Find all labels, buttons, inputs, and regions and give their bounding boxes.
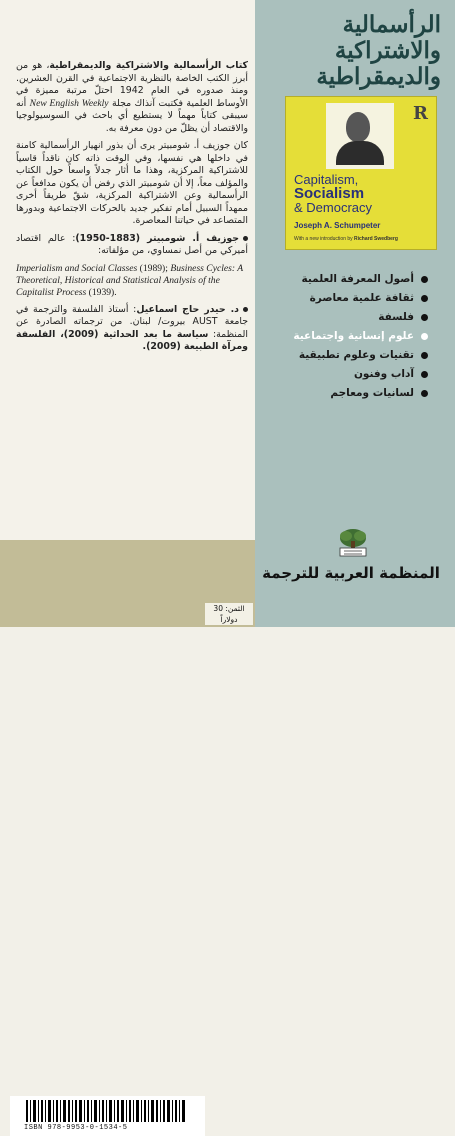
work-year: (1939). — [86, 286, 117, 298]
price-label: الثمن: 30 دولاراً — [205, 603, 253, 625]
cover-introduction — [294, 236, 398, 242]
author-bio-text: : عالم اقتصاد أميركي من أصل نمساوي، من مؤلفاته: — [16, 232, 248, 256]
category-label: تقنيات وعلوم تطبيقية — [298, 349, 414, 361]
description-paragraph-1 — [16, 60, 248, 135]
bullet-icon — [243, 236, 248, 241]
description-paragraph-2: كان جوزيف أ. شومبيتر يرى أن بذور انهيار الرأسمالية كامنة في داخلها هي نفسها، وفي الوقت ذاته كان ناقداً قاسياً للاشتراكية المركزية، وهذا ما أثار جدلاً واسعاً حول الكتاب والمؤلف معاً، إلا أن شومبيتر الذي رفض أن يكون مدافعاً عن الرأسمالية وعن الاشتراكية المركزية، شقّ طريقاً أخرى ممهداً السبيل أمام تفكير جديد بالحركات الاجتماعية وبدورها المتصاعد في حياتنا المعاصرة. — [16, 140, 248, 226]
book-title — [251, 12, 441, 90]
category-label: علوم إنسانية واجتماعية — [293, 330, 414, 342]
bullet-icon — [421, 371, 428, 378]
translator-bio-text: : أستاذ الفلسفة والترجمة في جامعة AUST بيروت/ لبنان. من ترجماته الصادرة عن المنظمة: — [16, 303, 249, 340]
work-title: Imperialism and Social Classes — [16, 262, 138, 274]
title-line-3: والديمقراطية — [316, 63, 441, 90]
bullet-icon — [421, 333, 428, 340]
bullet-icon — [421, 352, 428, 359]
cover-author: Joseph A. Schumpeter — [294, 221, 381, 230]
author-bio — [16, 233, 248, 258]
category-item-active — [262, 327, 428, 346]
work-title: Business Cycles: A Theoretical, Historical and Statistical Analysis of the Capitalist Process — [16, 262, 243, 298]
publisher-emblem-icon — [334, 527, 372, 557]
category-item — [262, 346, 428, 365]
author-portrait — [326, 103, 394, 169]
bullet-icon — [421, 390, 428, 397]
bullet-icon — [421, 314, 428, 321]
isbn-number: ISBN 978-9953-0-1534-5 — [24, 1124, 128, 1132]
intro-name: Richard Swedberg — [354, 236, 398, 242]
work-year: (1989); — [137, 262, 168, 274]
title-line-1: الرأسمالية — [342, 11, 441, 38]
category-list — [262, 270, 428, 403]
bullet-icon — [421, 295, 428, 302]
translator-bio — [16, 304, 248, 354]
category-item — [262, 384, 428, 403]
category-item — [262, 289, 428, 308]
barcode-label — [10, 1096, 205, 1136]
translator-name: د. حيدر حاج اسماعيل — [136, 303, 239, 315]
description-text: ، هو من أبرز الكتب الخاصة بالنظرية الاجتماعية في القرن العشرين. ومنذ صدوره في العام 1942 احتلّ مرتبة مميزة في الأوساط العلمية فكتبت آنذاك مجلة — [16, 60, 248, 109]
category-item — [262, 365, 428, 384]
barcode-icon — [26, 1100, 186, 1122]
title-line-2: والاشتراكية — [334, 37, 441, 64]
cover-title-line-1: Capitalism, — [294, 172, 359, 187]
bullet-icon — [243, 307, 248, 312]
category-label: ثقافة علمية معاصرة — [309, 292, 414, 304]
bullet-icon — [421, 276, 428, 283]
category-item — [262, 308, 428, 327]
intro-prefix: With a new introduction by — [294, 236, 353, 242]
cover-thumbnail — [285, 96, 437, 250]
author-name: جوزيف أ. شومبيتر (1883-1950) — [75, 232, 239, 244]
publisher-name: المنظمة العربية للترجمة — [262, 564, 440, 582]
cover-title-line-2: Socialism — [294, 185, 365, 202]
category-label: أصول المعرفة العلمية — [301, 273, 414, 285]
intro-book-title: كتاب الرأسمالية والاشتراكية والديمقراطية — [49, 60, 248, 71]
category-item — [262, 270, 428, 289]
author-works — [16, 263, 248, 299]
category-label: لسانيات ومعاجم — [330, 387, 414, 399]
book-description — [16, 60, 248, 359]
cover-title-line-3: & Democracy — [294, 200, 373, 215]
category-label: آداب وفنون — [353, 368, 414, 380]
cover-title — [294, 173, 372, 215]
translator-books: سياسة ما بعد الحداثية (2009)، الفلسفة ومرآة الطبيعة (2009). — [16, 328, 248, 352]
category-label: فلسفة — [378, 311, 414, 323]
magazine-name: New English Weekly — [29, 97, 109, 109]
publisher-logo-icon: R — [413, 103, 428, 124]
description-text: أنه سيبقى كتاباً مهماً لا يستطيع أي باحث في السوسيولوجيا والاقتصاد أن يظلّ من دون معرفة به. — [16, 97, 248, 134]
